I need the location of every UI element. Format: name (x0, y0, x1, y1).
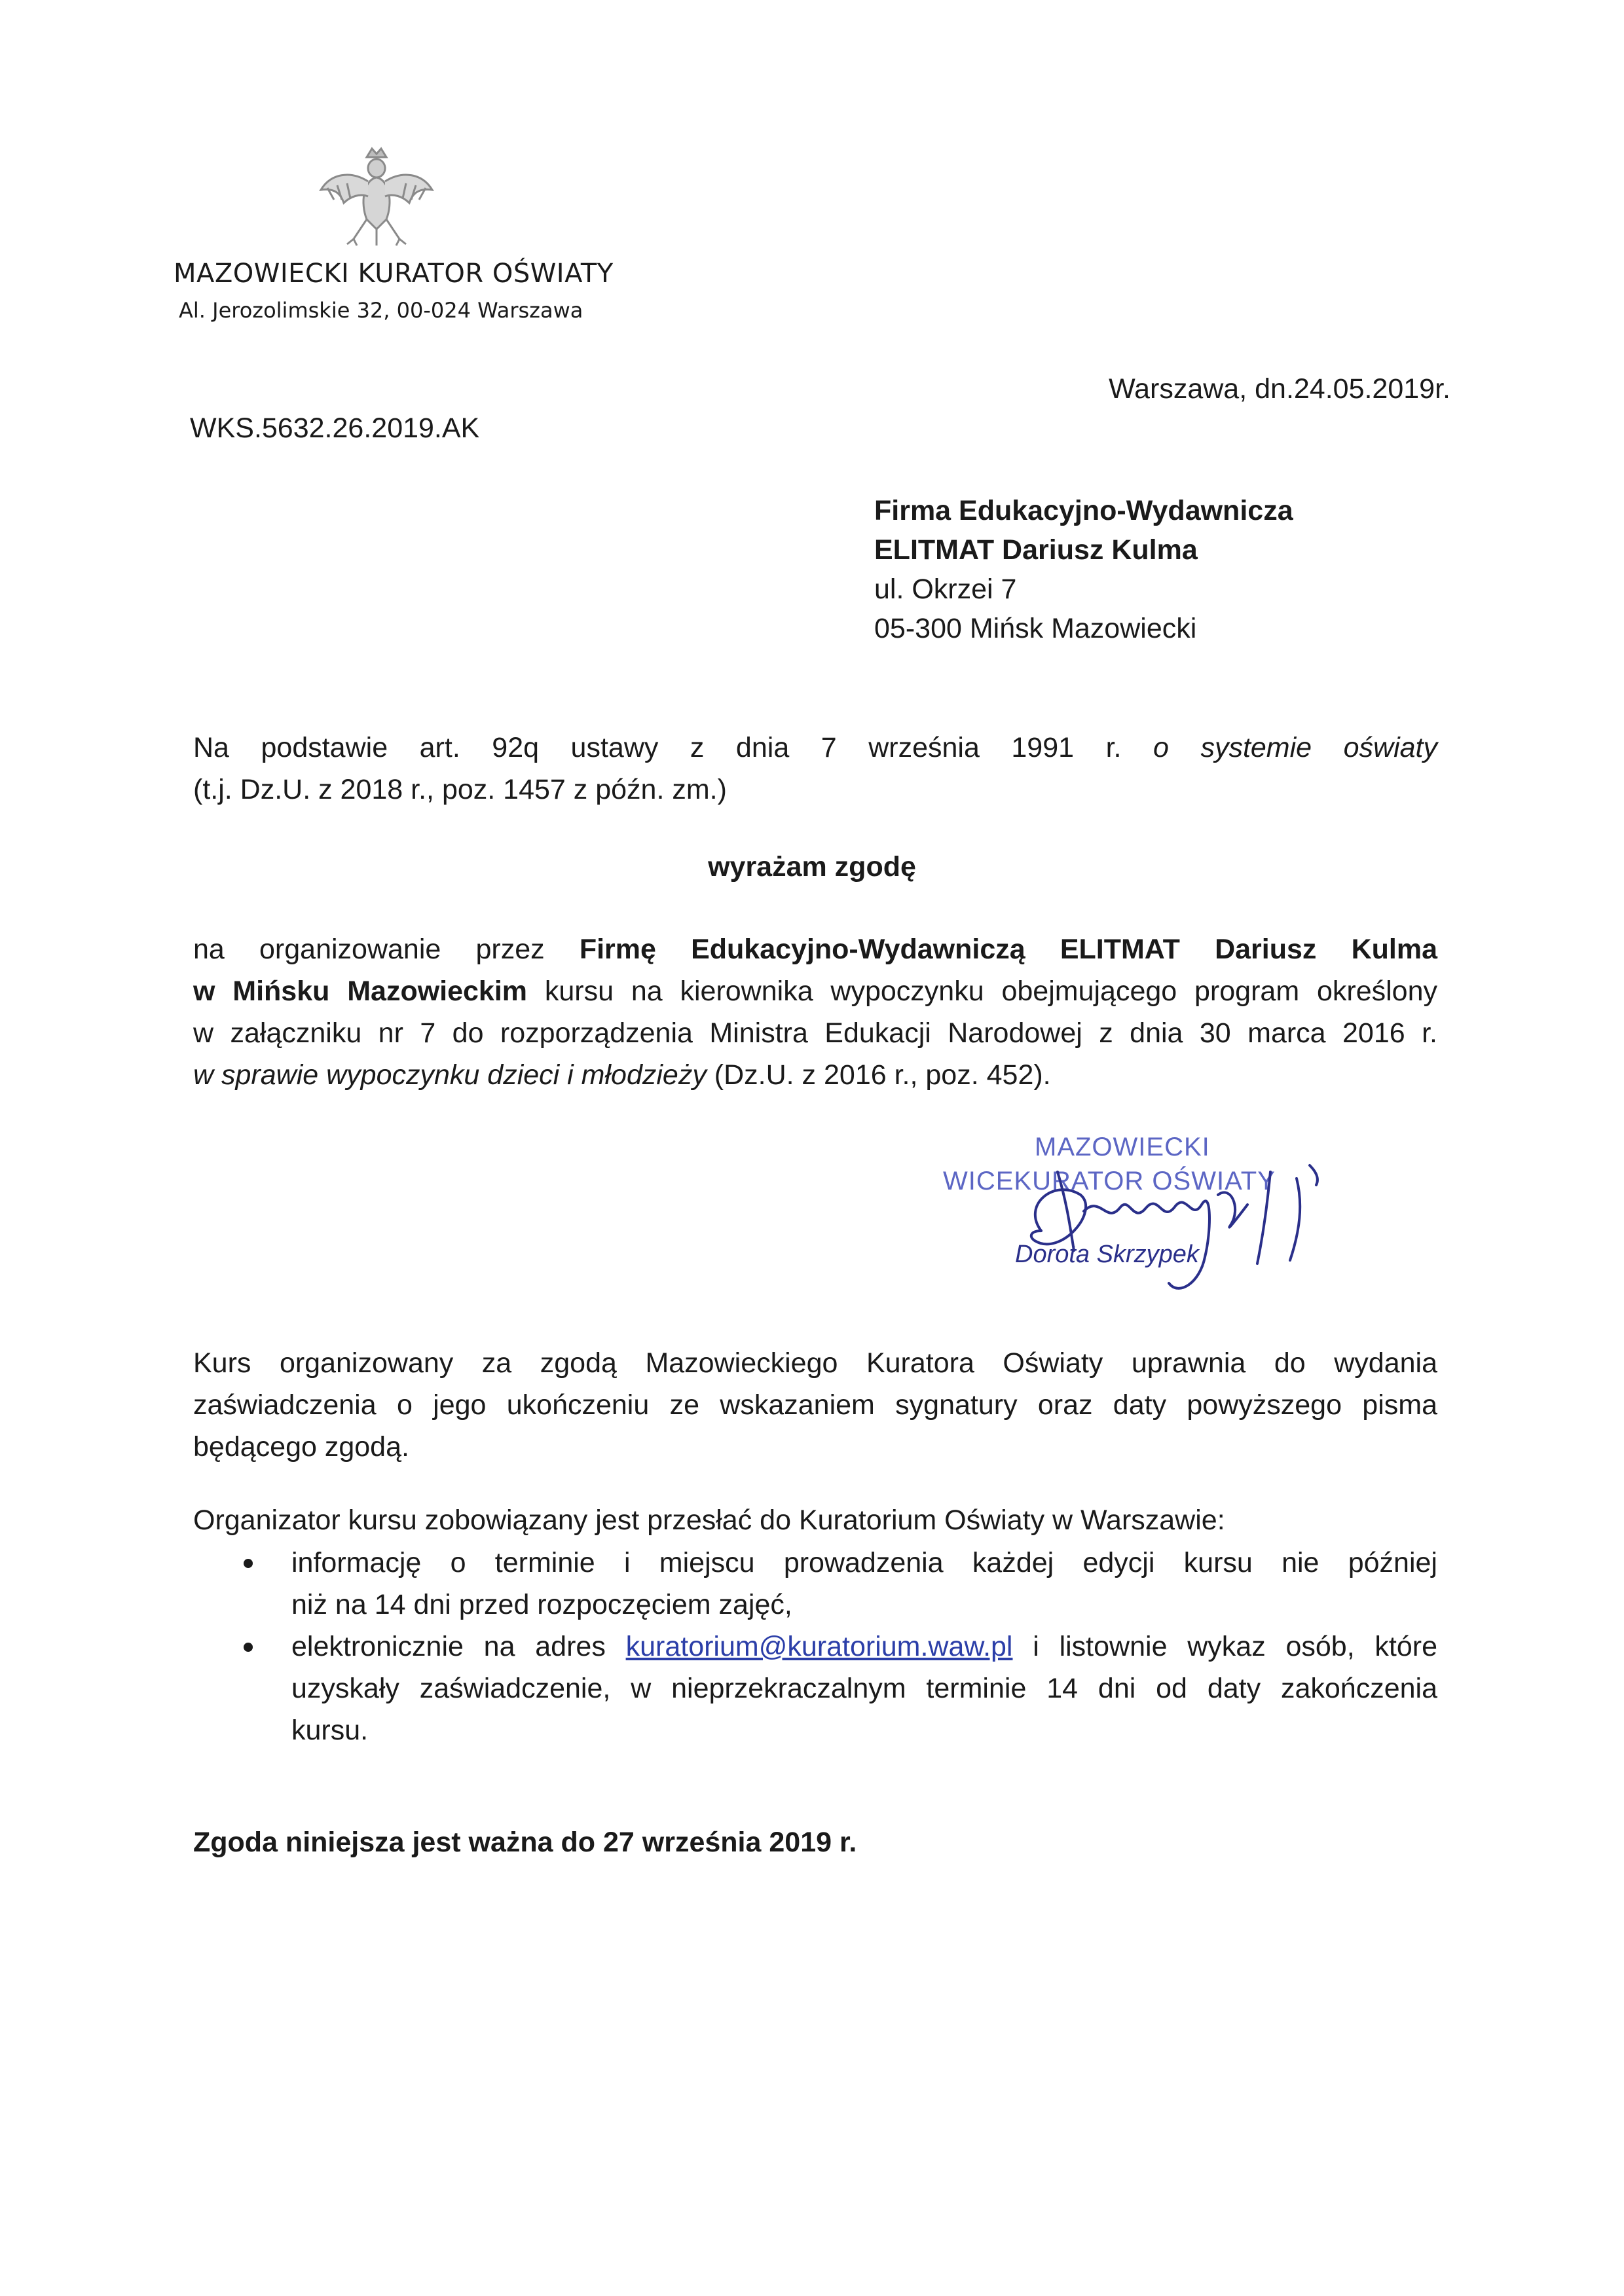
paragraph-line (193, 928, 1437, 970)
official-stamp (943, 1133, 1349, 1322)
place-date: Warszawa, dn.24.05.2019r. (1109, 373, 1450, 405)
validity-statement: Zgoda niniejsza jest ważna do 27 września 2019 r. (193, 1827, 857, 1858)
paragraph-text: elektronicznie na adres (291, 1631, 606, 1662)
obligations-intro: Organizator kursu zobowiązany jest przesłać do Kuratorium Oświaty w Warszawie: (193, 1504, 1225, 1536)
paragraph-line: uzyskały zaświadczenie, w nieprzekraczalnym terminie 14 dni od daty zakończenia (291, 1673, 1437, 1704)
paragraph-line (193, 1054, 1437, 1096)
paragraph-line (193, 970, 1437, 1012)
paragraph-text: na organizowanie przez (193, 934, 545, 965)
document-reference: WKS.5632.26.2019.AK (190, 412, 480, 444)
paragraph-text: i listownie wykaz osób, które (1033, 1631, 1438, 1662)
recipient-line: ELITMAT Dariusz Kulma (874, 534, 1198, 566)
paragraph-line (291, 1626, 1437, 1667)
paragraph-text: Na podstawie art. 92q ustawy z dnia 7 września 1991 r. (193, 732, 1122, 763)
organizer-name: Firmę Edukacyjno-Wydawniczą ELITMAT Dariusz Kulma (579, 934, 1438, 965)
paragraph-line: w załączniku nr 7 do rozporządzenia Ministra Edukacji Narodowej z dnia 30 marca 2016 r. (193, 1017, 1437, 1049)
paragraph-line: kursu. (291, 1715, 369, 1746)
organizer-location: w Mińsku Mazowieckim (193, 975, 528, 1007)
paragraph-line: niż na 14 dni przed rozpoczęciem zajęć, (291, 1589, 792, 1620)
legal-basis-paragraph (193, 727, 1437, 811)
stamp-line: MAZOWIECKI (1035, 1133, 1210, 1161)
issuer-name: MAZOWIECKI KURATOR OŚWIATY (174, 259, 614, 289)
list-item (236, 1542, 1437, 1626)
recipient-address (874, 491, 1293, 648)
handwritten-signature-icon (943, 1133, 1349, 1322)
stamp-line: WICEKURATOR OŚWIATY (943, 1167, 1276, 1195)
list-item (236, 1626, 1437, 1751)
issuer-address: Al. Jerozolimskie 32, 00-024 Warszawa (179, 298, 583, 323)
paragraph-line: Kurs organizowany za zgodą Mazowieckiego Kuratora Oświaty uprawnia do wydania (193, 1347, 1437, 1379)
recipient-line: Firma Edukacyjno-Wydawnicza (874, 495, 1293, 526)
paragraph-line: będącego zgodą. (193, 1431, 409, 1463)
bullet-icon (244, 1643, 253, 1652)
paragraph-line: (t.j. Dz.U. z 2018 r., poz. 1457 z późn. zm.) (193, 774, 727, 805)
obligations-list (236, 1542, 1437, 1751)
consent-heading: wyrażam zgodę (708, 851, 916, 883)
paragraph-line (193, 727, 1437, 769)
paragraph-line: informację o terminie i miejscu prowadzenia każdej edycji kursu nie później (291, 1547, 1437, 1578)
act-title: o systemie oświaty (1153, 732, 1437, 763)
email-link[interactable]: kuratorium@kuratorium.waw.pl (625, 1631, 1013, 1662)
paragraph-text: (Dz.U. z 2016 r., poz. 452). (714, 1059, 1051, 1091)
paragraph-text: kursu na kierownika wypoczynku obejmującego program określony (544, 975, 1437, 1007)
stamp-name: Dorota Skrzypek (1015, 1241, 1199, 1268)
paragraph-line: zaświadczenia o jego ukończeniu ze wskazaniem sygnatury oraz daty powyższego pisma (193, 1389, 1437, 1421)
bullet-icon (244, 1559, 253, 1568)
regulation-title: w sprawie wypoczynku dzieci i młodzieży (193, 1059, 707, 1091)
eagle-emblem-icon (314, 141, 439, 249)
course-info-paragraph (193, 1342, 1437, 1468)
recipient-line: ul. Okrzei 7 (874, 574, 1017, 605)
recipient-line: 05-300 Mińsk Mazowiecki (874, 613, 1197, 644)
consent-paragraph (193, 928, 1437, 1096)
